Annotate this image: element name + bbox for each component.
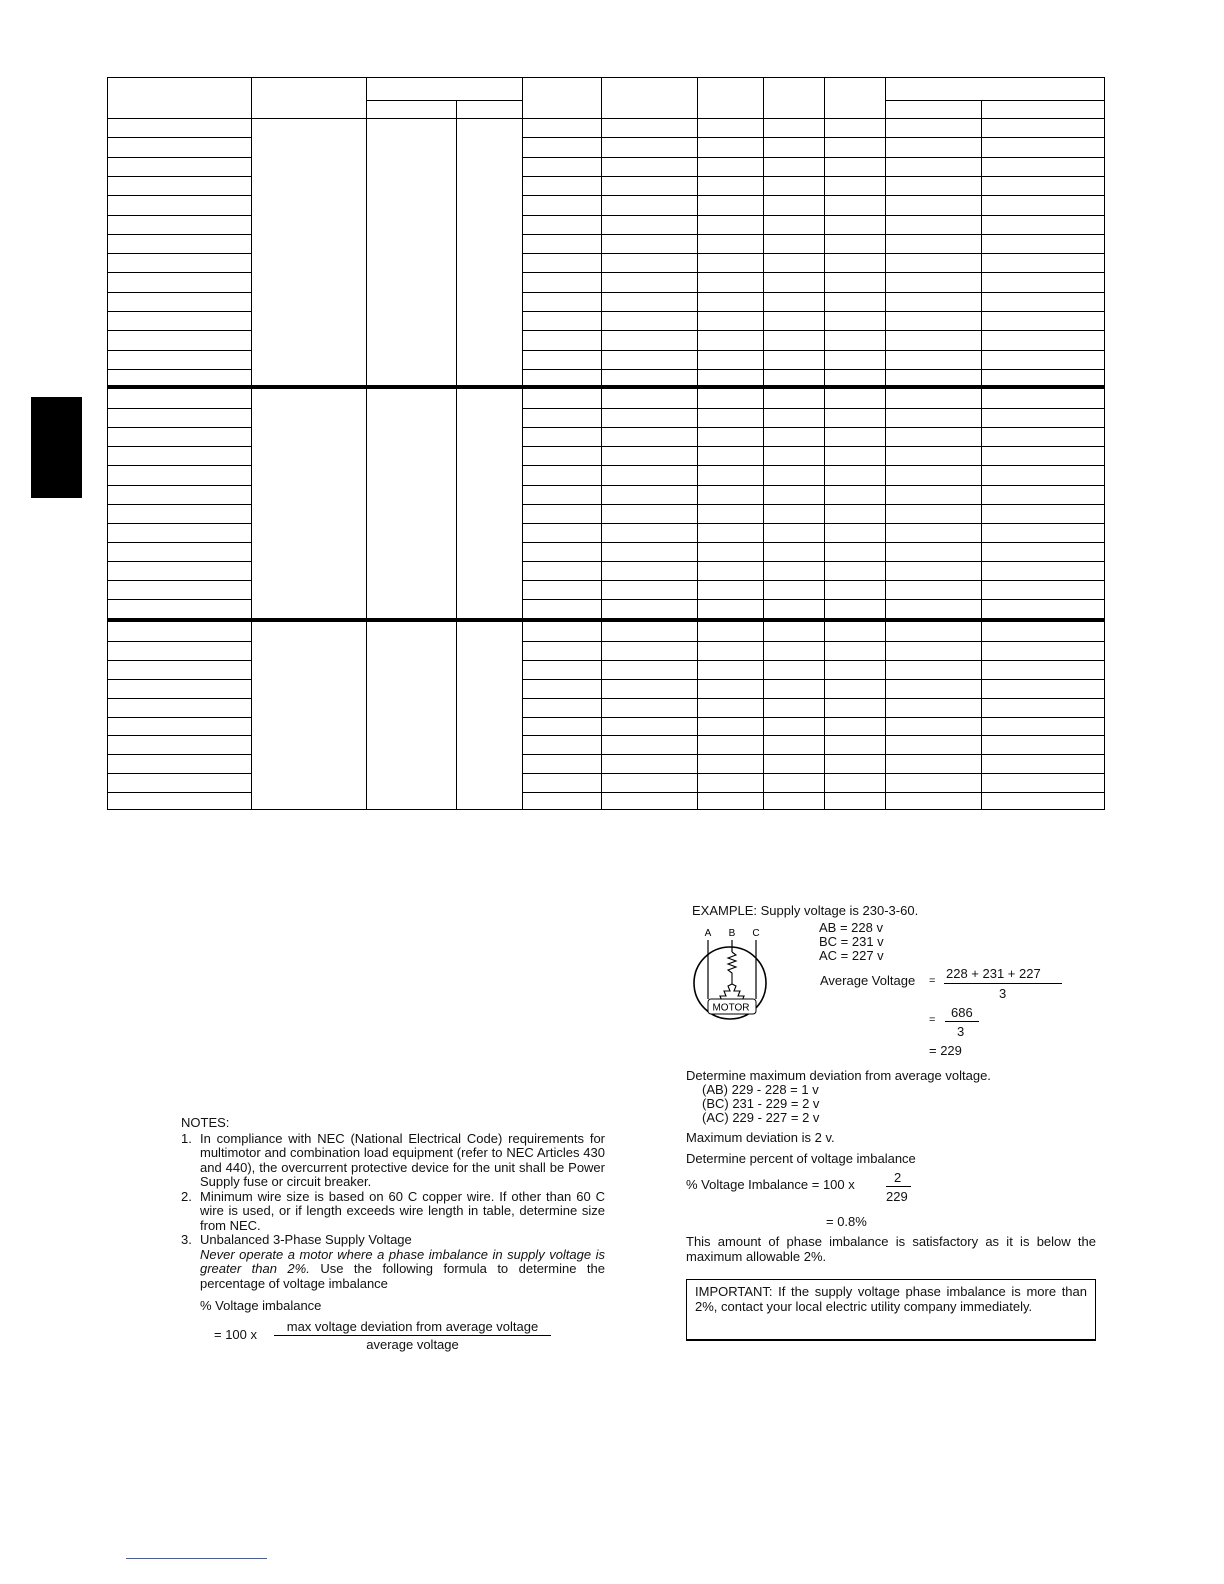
formula-label: % Voltage imbalance (200, 1298, 322, 1313)
grid-line (885, 77, 886, 810)
grid-line (107, 660, 252, 661)
note-1 (181, 1132, 605, 1190)
grid-line (885, 100, 1105, 101)
grid-line (522, 792, 1105, 793)
formula-denominator: average voltage (366, 1337, 459, 1352)
grid-line (522, 465, 1105, 466)
grid-line (981, 100, 982, 810)
note-warning: Never operate a motor where a phase imbalance in supply voltage is greater than 2%. (200, 1246, 605, 1276)
grid-line (522, 641, 1105, 642)
grid-line (697, 77, 698, 810)
grid-line (522, 485, 1105, 486)
grid-line (522, 542, 1105, 543)
grid-line (522, 292, 1105, 293)
grid-line (522, 580, 1105, 581)
percent-result: = 0.8% (826, 1214, 867, 1229)
grid-line (522, 77, 523, 810)
grid-line (522, 311, 1105, 312)
grid-line (366, 100, 522, 101)
percent-numerator: 2 (894, 1170, 902, 1185)
grid-line (107, 77, 108, 810)
reading-ac: AC = 227 v (819, 948, 884, 963)
grid-line (107, 118, 1105, 119)
formula-numerator: max voltage deviation from average voltage (274, 1319, 551, 1336)
grid-line (522, 754, 1105, 755)
grid-line (522, 599, 1105, 600)
grid-line (107, 679, 252, 680)
note-2 (181, 1190, 605, 1234)
grid-line (763, 77, 764, 810)
deviation-ab: (AB) 229 - 228 = 1 v (702, 1082, 819, 1097)
grid-line (107, 427, 252, 428)
electrical-data-table (107, 77, 1105, 810)
deviation-title: Determine maximum deviation from average voltage. (686, 1068, 991, 1083)
grid-line (107, 272, 252, 273)
sum-equals: = (929, 1014, 936, 1026)
grid-line (522, 234, 1105, 235)
grid-line (107, 446, 252, 447)
grid-line (522, 698, 1105, 699)
grid-line (522, 369, 1105, 370)
grid-line (522, 660, 1105, 661)
note-number: 1. (181, 1130, 192, 1146)
grid-line (107, 311, 252, 312)
average-denominator: 3 (999, 986, 1007, 1001)
sum-numerator: 686 (951, 1005, 973, 1020)
percent-fraction-bar (886, 1186, 911, 1187)
grid-line (107, 157, 252, 158)
grid-line (522, 330, 1105, 331)
grid-line (522, 350, 1105, 351)
grid-line (107, 717, 252, 718)
grid-line (522, 427, 1105, 428)
reading-bc: BC = 231 v (819, 934, 884, 949)
grid-line (522, 735, 1105, 736)
note-text: In compliance with NEC (National Electrical Code) requirements for multimotor and combination load equipment (refer to NEC Articles 430 and 440), the overcurrent protective device for the unit shall be Power Supply fuse or circuit breaker. (200, 1130, 605, 1189)
grid-line (107, 809, 1105, 810)
grid-line (522, 504, 1105, 505)
grid-line (107, 176, 252, 177)
grid-line (824, 77, 825, 810)
grid-line (522, 773, 1105, 774)
grid-line (107, 137, 252, 138)
grid-line (107, 542, 252, 543)
max-deviation: Maximum deviation is 2 v. (686, 1130, 835, 1145)
grid-line (107, 485, 252, 486)
grid-line (107, 618, 1105, 622)
note-title: Unbalanced 3-Phase Supply Voltage (200, 1232, 412, 1247)
section-tab (31, 397, 82, 498)
grid-line (107, 385, 1105, 389)
grid-line (107, 773, 252, 774)
grid-line (522, 195, 1105, 196)
percent-title: Determine percent of voltage imbalance (686, 1151, 916, 1166)
grid-line (107, 77, 1105, 78)
motor-label: MOTOR (712, 1002, 750, 1014)
note-text: Minimum wire size is based on 60 C copper wire. If other than 60 C wire is used, or if length exceeds wire length in table, determine size from NEC. (200, 1188, 605, 1233)
grid-line (522, 408, 1105, 409)
terminal-label-b: B (728, 928, 736, 939)
grid-line (107, 561, 252, 562)
grid-line (107, 195, 252, 196)
grid-line (456, 100, 457, 810)
deviation-ac: (AC) 229 - 227 = 2 v (702, 1110, 820, 1125)
footer-link-line (126, 1558, 267, 1559)
grid-line (107, 504, 252, 505)
grid-line (107, 523, 252, 524)
important-text: IMPORTANT: If the supply voltage phase imbalance is more than 2%, contact your local electric utility company immediately. (695, 1284, 1087, 1314)
conclusion-text: This amount of phase imbalance is satisfactory as it is below the maximum allowable 2%. (686, 1234, 1096, 1264)
sum-denominator: 3 (957, 1024, 965, 1039)
grid-line (107, 698, 252, 699)
grid-line (522, 215, 1105, 216)
grid-line (107, 369, 252, 370)
grid-line (107, 599, 252, 600)
grid-line (601, 77, 602, 810)
percent-label: % Voltage Imbalance = 100 x (686, 1177, 855, 1192)
grid-line (522, 157, 1105, 158)
note-number: 3. (181, 1232, 192, 1247)
notes-section (181, 1116, 605, 1291)
grid-line (107, 350, 252, 351)
important-box (686, 1279, 1096, 1341)
percent-denominator: 229 (886, 1189, 908, 1204)
grid-line (107, 330, 252, 331)
average-label: Average Voltage (820, 973, 916, 988)
example-title: EXAMPLE: Supply voltage is 230-3-60. (692, 903, 919, 918)
average-result: = 229 (929, 1043, 962, 1058)
terminal-label-a: A (704, 928, 712, 939)
motor-wiring-icon (690, 924, 774, 1024)
notes-title: NOTES: (181, 1115, 230, 1130)
grid-line (107, 215, 252, 216)
grid-line (522, 523, 1105, 524)
average-numerator: 228 + 231 + 227 (946, 966, 1041, 981)
reading-ab: AB = 228 v (819, 920, 883, 935)
grid-line (107, 641, 252, 642)
grid-line (107, 408, 252, 409)
grid-line (107, 792, 252, 793)
average-equals: = (929, 975, 936, 987)
deviation-bc: (BC) 231 - 229 = 2 v (702, 1096, 820, 1111)
formula-prefix: = 100 x (214, 1327, 258, 1342)
grid-line (107, 580, 252, 581)
note-3 (181, 1233, 605, 1291)
note-number: 2. (181, 1188, 192, 1204)
grid-line (366, 77, 367, 810)
grid-line (107, 292, 252, 293)
grid-line (522, 561, 1105, 562)
grid-line (522, 446, 1105, 447)
grid-line (107, 234, 252, 235)
grid-line (107, 735, 252, 736)
grid-line (522, 717, 1105, 718)
grid-line (522, 176, 1105, 177)
grid-line (1104, 77, 1105, 810)
average-fraction-bar (944, 983, 1062, 984)
grid-line (522, 272, 1105, 273)
grid-line (522, 137, 1105, 138)
important-box-rule (686, 1339, 1096, 1341)
grid-line (522, 679, 1105, 680)
sum-fraction-bar (945, 1021, 979, 1022)
note-text: Use the following formula to determine the percentage of voltage imbalance (200, 1261, 605, 1291)
grid-line (107, 253, 252, 254)
terminal-label-c: C (752, 928, 760, 939)
grid-line (107, 465, 252, 466)
grid-line (251, 77, 252, 810)
grid-line (107, 754, 252, 755)
grid-line (522, 253, 1105, 254)
